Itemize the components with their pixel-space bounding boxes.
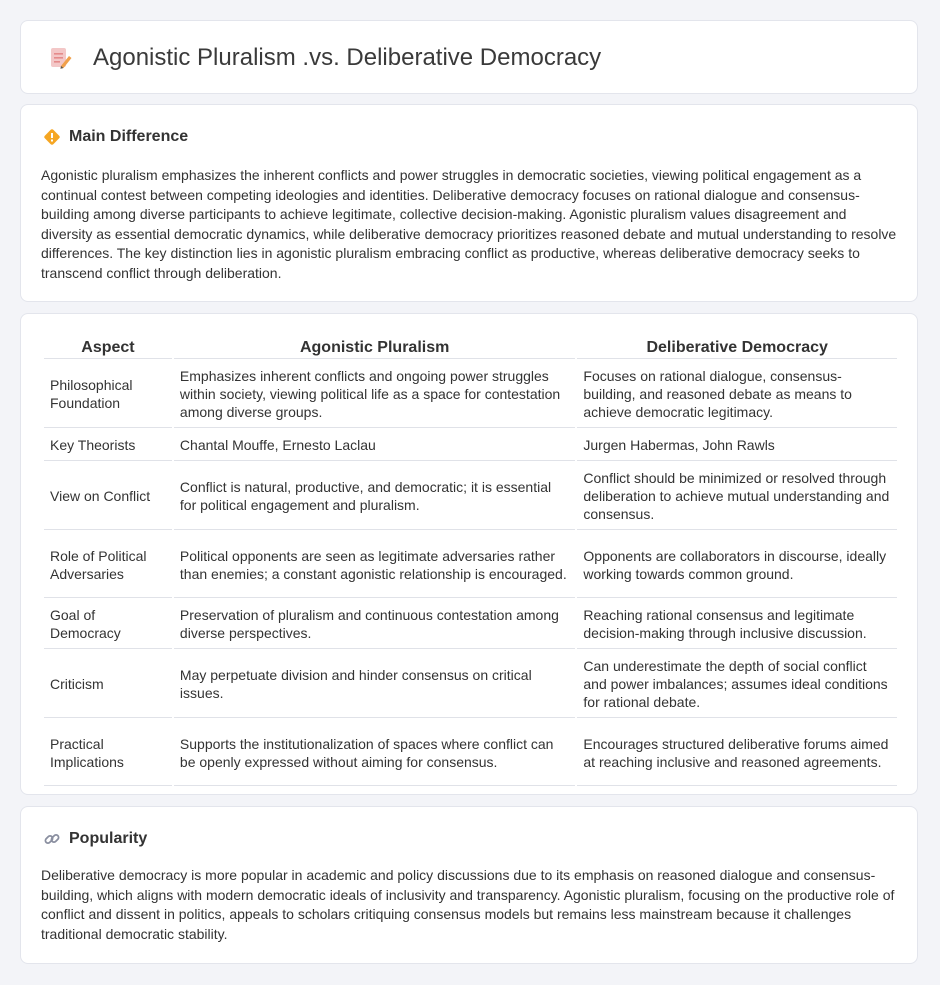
main-difference-section [20, 104, 918, 302]
deliberative-cell: Jurgen Habermas, John Rawls [577, 430, 897, 461]
agonistic-cell: May perpetuate division and hinder consensus on critical issues. [174, 651, 575, 718]
popularity-header [43, 829, 147, 849]
aspect-cell: Key Theorists [44, 430, 172, 461]
aspect-cell: View on Conflict [44, 463, 172, 530]
table-row [44, 361, 897, 428]
table-row [44, 600, 897, 649]
header-deliberative: Deliberative Democracy [577, 336, 897, 359]
aspect-cell: Criticism [44, 651, 172, 718]
main-difference-heading: Main Difference [69, 128, 189, 145]
header-aspect: Aspect [44, 336, 172, 359]
page-title: Agonistic Pluralism .vs. Deliberative Democracy [93, 44, 602, 71]
aspect-cell: Role of Political Adversaries [44, 532, 172, 598]
main-difference-text: Agonistic pluralism emphasizes the inherent conflicts and power struggles in democratic societies, viewing political engagement as a continual contest between competing ideologies and identities. Deliberative democracy focuses on rational dialogue and consensus-building among diverse participants to achieve legitimate, collective decision-making. Agonistic pluralism values disagreement and diversity as essential democratic dynamics, while deliberative democracy prioritizes reasoned debate and mutual understanding to resolve differences. The key distinction lies in agonistic pluralism embracing conflict as productive, whereas deliberative democracy seeks to transcend conflict through deliberation. [41, 167, 897, 281]
header-agonistic: Agonistic Pluralism [174, 336, 575, 359]
table-row [44, 463, 897, 530]
link-icon [43, 830, 61, 848]
deliberative-cell: Opponents are collaborators in discourse, ideally working towards common ground. [577, 532, 897, 598]
aspect-cell: Practical Implications [44, 720, 172, 786]
agonistic-cell: Chantal Mouffe, Ernesto Laclau [174, 430, 575, 461]
title-card [20, 20, 918, 94]
aspect-cell: Goal of Democracy [44, 600, 172, 649]
table-row [44, 430, 897, 461]
deliberative-cell: Encourages structured deliberative forums aimed at reaching inclusive and reasoned agreements. [577, 720, 897, 786]
deliberative-cell: Conflict should be minimized or resolved through deliberation to achieve mutual understanding and consensus. [577, 463, 897, 530]
popularity-heading: Popularity [69, 830, 148, 847]
deliberative-cell: Can underestimate the depth of social conflict and power imbalances; assumes ideal conditions for rational debate. [577, 651, 897, 718]
comparison-table [42, 334, 899, 788]
deliberative-cell: Focuses on rational dialogue, consensus-building, and reasoned debate as means to achieve democratic legitimacy. [577, 361, 897, 428]
table-header-row [44, 336, 897, 359]
comparison-section [20, 313, 918, 795]
deliberative-cell: Reaching rational consensus and legitimate decision-making through inclusive discussion. [577, 600, 897, 649]
diamond-warning-icon [43, 128, 61, 146]
agonistic-cell: Preservation of pluralism and continuous contestation among diverse perspectives. [174, 600, 575, 649]
popularity-text: Deliberative democracy is more popular in academic and policy discussions due to its emphasis on reasoned dialogue and consensus-building, which aligns with modern democratic ideals of inclusivity and transparency. Agonistic pluralism, focusing on the productive role of conflict and dissent in politics, appeals to scholars critiquing consensus models but remains less mainstream because it challenges traditional democratic stability. [41, 867, 895, 942]
agonistic-cell: Political opponents are seen as legitimate adversaries rather than enemies; a constant agonistic relationship is encouraged. [174, 532, 575, 598]
agonistic-cell: Emphasizes inherent conflicts and ongoing power struggles within society, viewing political life as a space for contestation among diverse groups. [174, 361, 575, 428]
aspect-cell: Philosophical Foundation [44, 361, 172, 428]
main-difference-header [43, 127, 188, 147]
document-pencil-icon [47, 45, 73, 71]
agonistic-cell: Supports the institutionalization of spaces where conflict can be openly expressed without aiming for consensus. [174, 720, 575, 786]
popularity-section [20, 806, 918, 964]
agonistic-cell: Conflict is natural, productive, and democratic; it is essential for political engagement and pluralism. [174, 463, 575, 530]
table-row [44, 651, 897, 718]
table-row [44, 532, 897, 598]
table-row [44, 720, 897, 786]
